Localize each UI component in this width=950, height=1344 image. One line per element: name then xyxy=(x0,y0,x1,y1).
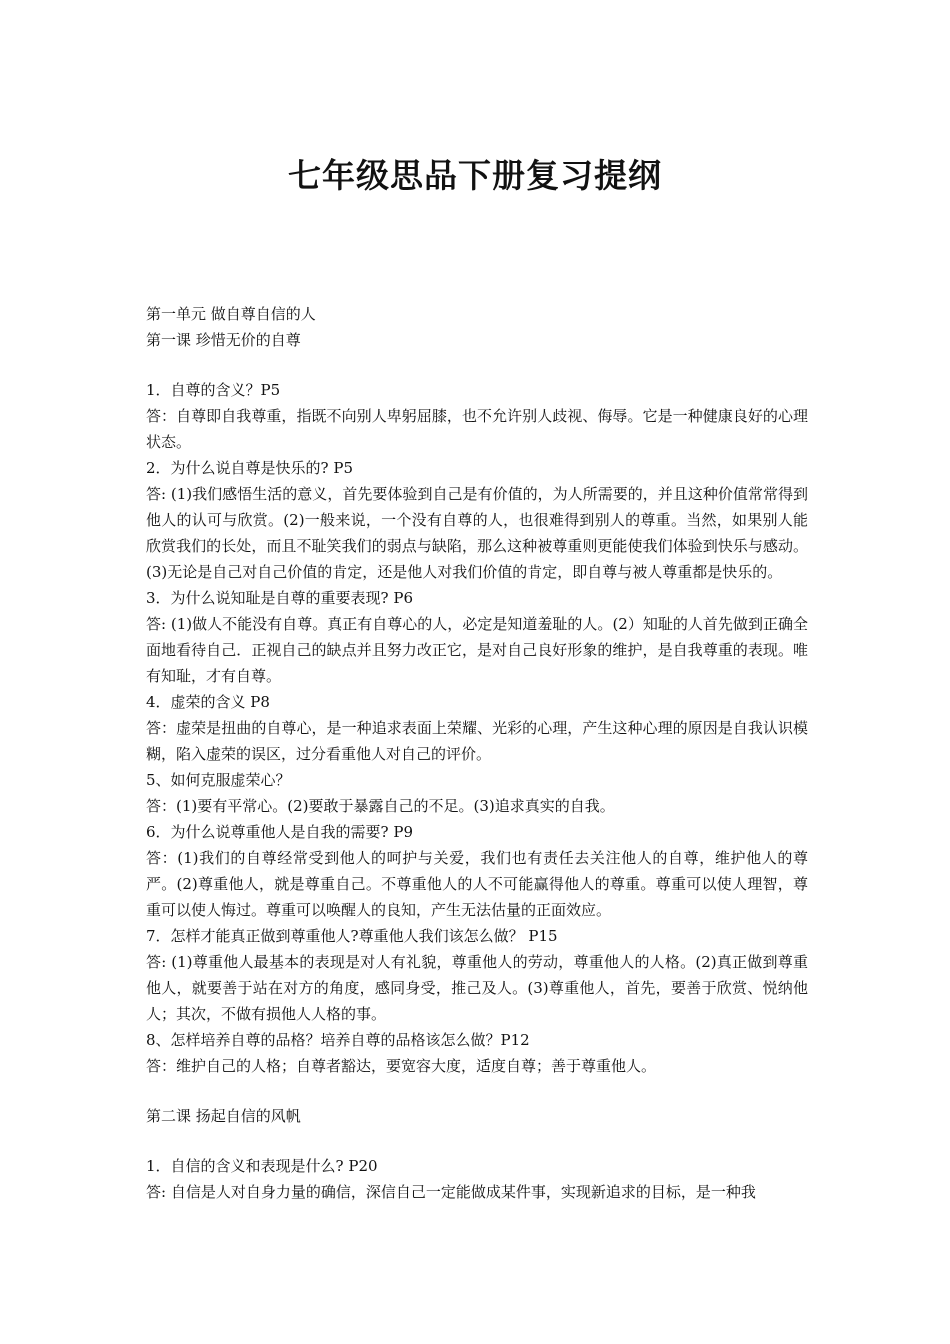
spacer xyxy=(146,1129,808,1153)
lesson-heading: 第一课 珍惜无价的自尊 xyxy=(146,331,301,349)
document-title: 七年级思品下册复习提纲 xyxy=(288,156,662,195)
answer-8: 答：维护自己的人格；自尊者豁达，要宽容大度，适度自尊；善于尊重他人。 xyxy=(146,1057,657,1075)
answer-1: 答：自尊即自我尊重，指既不向别人卑躬屈膝，也不允许别人歧视、侮辱。它是一种健康良好的心理状态。 xyxy=(146,407,808,451)
spacer xyxy=(146,353,808,377)
question-4: 4．虚荣的含义 P8 xyxy=(146,693,270,711)
question-9: 1．自信的含义和表现是什么? P20 xyxy=(146,1157,378,1175)
answer-6: 答：(1)我们的自尊经常受到他人的呵护与关爱，我们也有责任去关注他人的自尊，维护他人的尊严。(2)尊重他人，就是尊重自己。不尊重他人的人不可能赢得他人的尊重。尊重可以使人理智，尊重可以使人悔过。尊重可以唤醒人的良知，产生无法估量的正面效应。 xyxy=(146,849,808,919)
question-7: 7．怎样才能真正做到尊重他人?尊重他人我们该怎么做？ P15 xyxy=(146,927,558,945)
answer-7: 答: (1)尊重他人最基本的表现是对人有礼貌，尊重他人的劳动，尊重他人的人格。(2)真正做到尊重他人，就要善于站在对方的角度，感同身受，推己及人。(3)尊重他人，首先，要善于欣赏、悦纳他人；其次，不做有损他人人格的事。 xyxy=(146,953,808,1023)
unit-heading: 第一单元 做自尊自信的人 xyxy=(146,305,316,323)
spacer xyxy=(146,1079,808,1103)
document-body xyxy=(146,301,808,1205)
question-8: 8、怎样培养自尊的品格？培养自尊的品格该怎么做？P12 xyxy=(146,1031,530,1049)
question-2: 2．为什么说自尊是快乐的? P5 xyxy=(146,459,353,477)
question-5: 5、如何克服虚荣心？ xyxy=(146,771,291,789)
answer-3: 答: (1)做人不能没有自尊。真正有自尊心的人，必定是知道羞耻的人。(2）知耻的人首先做到正确全面地看待自己．正视自己的缺点并且努力改正它，是对自己良好形象的维护，是自我尊重的表现。唯有知耻，才有自尊。 xyxy=(146,615,808,685)
answer-4: 答：虚荣是扭曲的自尊心，是一种追求表面上荣耀、光彩的心理，产生这种心理的原因是自我认识模糊，陷入虚荣的误区，过分看重他人对自己的评价。 xyxy=(146,719,808,763)
answer-5: 答：(1)要有平常心。(2)要敢于暴露自己的不足。(3)追求真实的自我。 xyxy=(146,797,615,815)
lesson-heading: 第二课 扬起自信的风帆 xyxy=(146,1107,301,1125)
answer-9: 答: 自信是人对自身力量的确信，深信自己一定能做成某件事，实现新追求的目标，是一种我 xyxy=(146,1183,756,1201)
answer-2: 答: (1)我们感悟生活的意义，首先要体验到自己是有价值的，为人所需要的，并且这种价值常常得到他人的认可与欣赏。(2)一般来说，一个没有自尊的人，也很难得到别人的尊重。当然，如果别人能欣赏我们的长处，而且不耻笑我们的弱点与缺陷，那么这种被尊重则更能使我们体验到快乐与感动。(3)无论是自己对自己价值的肯定，还是他人对我们价值的肯定，即自尊与被人尊重都是快乐的。 xyxy=(146,485,808,581)
question-6: 6．为什么说尊重他人是自我的需要? P9 xyxy=(146,823,413,841)
question-1: 1．自尊的含义？P5 xyxy=(146,381,281,399)
question-3: 3．为什么说知耻是自尊的重要表现? P6 xyxy=(146,589,413,607)
